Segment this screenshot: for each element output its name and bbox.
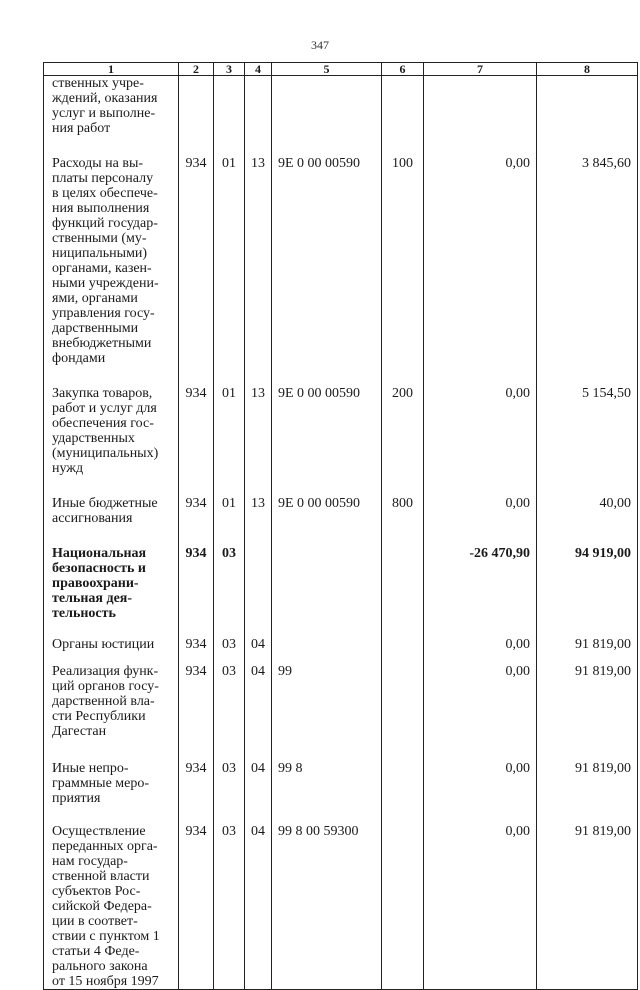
subsection-cell: 04 [245,637,272,664]
code-cell: 934 [179,664,214,761]
table-row [44,824,638,990]
subsection-cell: 04 [245,824,272,990]
subsection-cell: 04 [245,761,272,824]
header-row [44,63,638,76]
total-amount-cell: 91 819,00 [537,664,638,761]
total-amount-cell: 5 154,50 [537,386,638,496]
table-body [44,76,638,990]
row-name-cell: Реализация функ- ций органов госу- дарственной вла- сти Республики Дагестан [44,664,179,761]
table-row [44,637,638,664]
target-article-cell: 9Е 0 00 00590 [272,386,382,496]
code-cell: 934 [179,156,214,386]
table-row [44,761,638,824]
code-cell: 934 [179,386,214,496]
change-amount-cell: 0,00 [424,664,537,761]
code-cell [179,76,214,157]
target-article-cell: 9Е 0 00 00590 [272,496,382,546]
total-amount-cell: 91 819,00 [537,761,638,824]
target-article-cell [272,546,382,637]
expense-type-cell [382,546,424,637]
total-amount-cell: 91 819,00 [537,637,638,664]
section-cell: 03 [214,824,245,990]
target-article-cell: 99 [272,664,382,761]
expense-type-cell [382,664,424,761]
expense-type-cell [382,824,424,990]
change-amount-cell: 0,00 [424,824,537,990]
section-cell: 01 [214,386,245,496]
change-amount-cell: 0,00 [424,496,537,546]
expense-type-cell: 200 [382,386,424,496]
table-row [44,546,638,637]
subsection-cell [245,76,272,157]
column-header: 5 [272,63,382,76]
section-cell: 03 [214,761,245,824]
column-header: 7 [424,63,537,76]
row-name-cell: Иные бюджетные ассигнования [44,496,179,546]
code-cell: 934 [179,824,214,990]
expense-type-cell [382,637,424,664]
section-cell: 03 [214,546,245,637]
code-cell: 934 [179,637,214,664]
target-article-cell [272,637,382,664]
section-cell: 03 [214,637,245,664]
target-article-cell: 99 8 [272,761,382,824]
table-row [44,156,638,386]
row-name-cell: Расходы на вы- платы персоналу в целях обеспече- ния выполнения функций государ- ственными (му- ниципальными) органами, казен- ными учреждени- ями, органами управления госу- дарственными внебюджетными фондами [44,156,179,386]
table-row [44,76,638,157]
column-header: 4 [245,63,272,76]
total-amount-cell [537,76,638,157]
subsection-cell: 13 [245,386,272,496]
page-number: 347 [311,38,329,52]
expense-type-cell [382,761,424,824]
change-amount-cell [424,76,537,157]
row-name-cell: Органы юстиции [44,637,179,664]
column-header: 8 [537,63,638,76]
row-name-cell: Национальная безопасность и правоохрани- тельная дея- тельность [44,546,179,637]
row-name-cell: Осуществление переданных орга- нам государ- ственной власти субъектов Рос- сийской Федера- ции в соответ- ствии с пунктом 1 статьи 4 Феде- рального закона от 15 ноября 1997 [44,824,179,990]
total-amount-cell: 3 845,60 [537,156,638,386]
column-header: 1 [44,63,179,76]
column-header: 2 [179,63,214,76]
subsection-cell [245,546,272,637]
subsection-cell: 13 [245,496,272,546]
expense-type-cell: 800 [382,496,424,546]
table-row [44,496,638,546]
target-article-cell: 9Е 0 00 00590 [272,156,382,386]
section-cell: 03 [214,664,245,761]
table-row [44,664,638,761]
row-name-cell: Закупка товаров, работ и услуг для обеспечения гос- ударственных (муниципальных) нужд [44,386,179,496]
code-cell: 934 [179,496,214,546]
total-amount-cell: 91 819,00 [537,824,638,990]
column-header: 3 [214,63,245,76]
budget-table [43,62,638,990]
expense-type-cell [382,76,424,157]
total-amount-cell: 94 919,00 [537,546,638,637]
row-name-cell: Иные непро- граммные меро- приятия [44,761,179,824]
code-cell: 934 [179,761,214,824]
total-amount-cell: 40,00 [537,496,638,546]
section-cell: 01 [214,496,245,546]
target-article-cell [272,76,382,157]
table-row [44,386,638,496]
section-cell [214,76,245,157]
subsection-cell: 04 [245,664,272,761]
change-amount-cell: 0,00 [424,386,537,496]
change-amount-cell: 0,00 [424,156,537,386]
expense-type-cell: 100 [382,156,424,386]
subsection-cell: 13 [245,156,272,386]
row-name-cell: ственных учре- ждений, оказания услуг и выполне- ния работ [44,76,179,157]
change-amount-cell: 0,00 [424,761,537,824]
code-cell: 934 [179,546,214,637]
column-header: 6 [382,63,424,76]
section-cell: 01 [214,156,245,386]
change-amount-cell: 0,00 [424,637,537,664]
target-article-cell: 99 8 00 59300 [272,824,382,990]
change-amount-cell: -26 470,90 [424,546,537,637]
